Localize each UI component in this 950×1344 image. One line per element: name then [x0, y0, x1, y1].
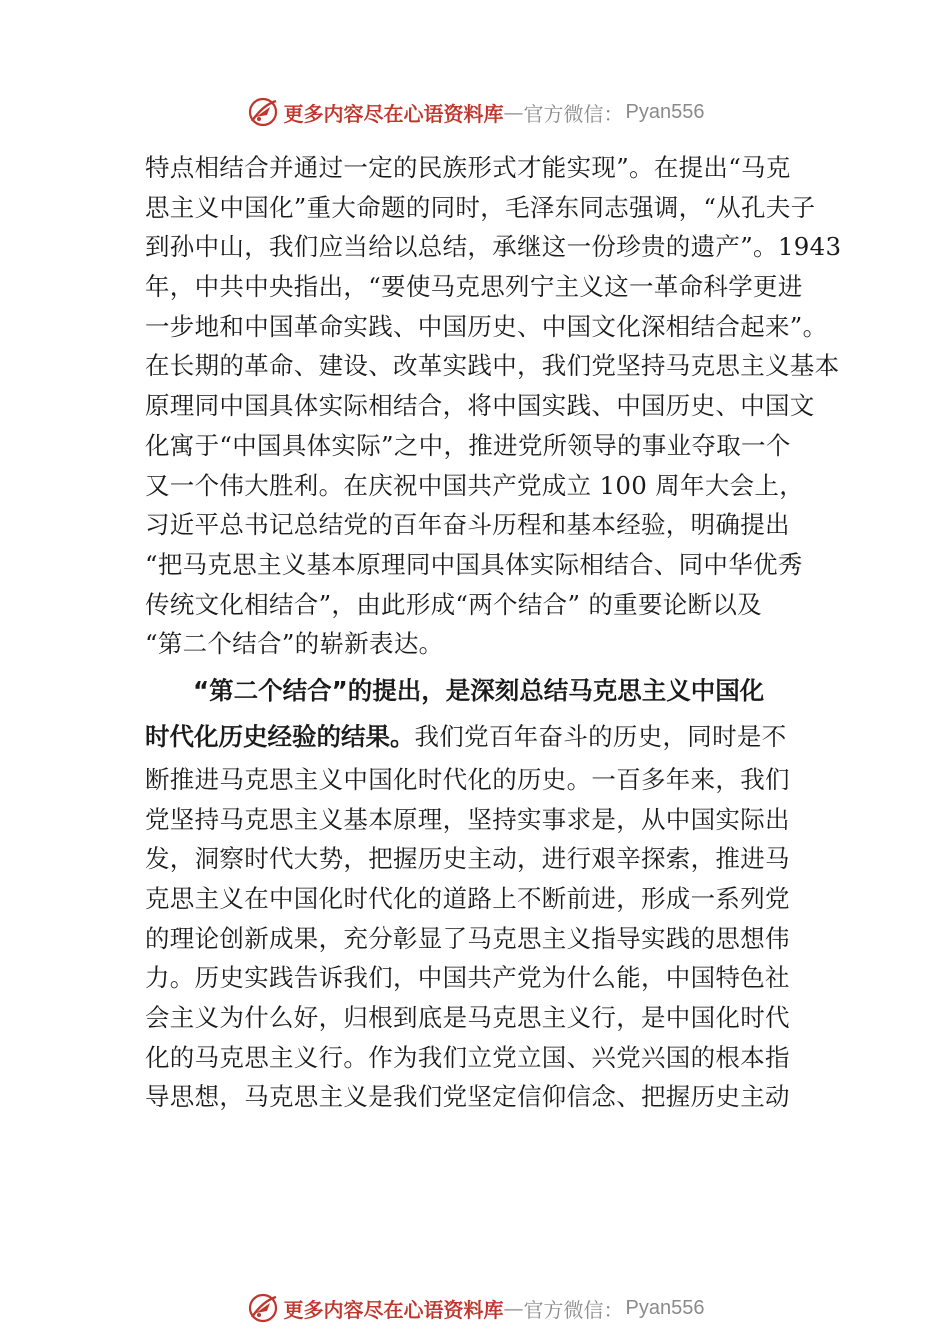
banner-wechat-id: Pyan556: [625, 1296, 705, 1319]
brand-logo-icon: [246, 95, 280, 129]
text-line: 化的马克思主义行。作为我们立党立国、兴党兴国的根本指: [145, 1042, 790, 1072]
text-line: 党坚持马克思主义基本原理，坚持实事求是，从中国实际出: [145, 804, 790, 834]
text-line: 化寓于“中国具体实际”之中，推进党所领导的事业夺取一个: [145, 430, 791, 460]
text-line: “第二个结合”的崭新表达。: [145, 629, 444, 659]
text-line-rest: 我们党百年奋斗的历史，同时是不: [414, 721, 787, 751]
banner-wechat-label: 官方微信：: [523, 1297, 624, 1322]
text-line: 特点相结合并通过一定的民族形式才能实现”。在提出“马克: [145, 153, 791, 182]
paragraph-2: [145, 668, 825, 1117]
paragraph-1: [145, 148, 842, 664]
banner-wechat-label: 官方微信：: [523, 101, 624, 126]
text-line: 断推进马克思主义中国化时代化的历史。一百多年来，我们: [145, 764, 790, 794]
banner-brand-text: 更多内容尽在心语资料库: [283, 101, 504, 126]
banner-brand-text: 更多内容尽在心语资料库: [283, 1297, 504, 1322]
banner-wechat-id: Pyan556: [625, 100, 705, 123]
text-line: 导思想，马克思主义是我们党坚定信仰信念、把握历史主动: [145, 1082, 790, 1112]
banner-dash: —: [503, 100, 524, 124]
text-line: “把马克思主义基本原理同中国具体实际相结合、同中华优秀: [145, 549, 803, 579]
text-line: 到孙中山，我们应当给以总结，承继这一份珍贵的遗产”。1943: [145, 232, 842, 262]
footer-banner: [0, 1288, 950, 1328]
text-line: 原理同中国具体实际相结合，将中国实践、中国历史、中国文: [145, 391, 815, 421]
text-line: 一步地和中国革命实践、中国历史、中国文化深相结合起来”。: [145, 311, 828, 341]
section-heading-continued: 时代化历史经验的结果。: [145, 721, 415, 751]
text-line: 发，洞察时代大势，把握历史主动，进行艰辛探索，推进马: [145, 844, 790, 874]
text-line: 力。历史实践告诉我们，中国共产党为什么能，中国特色社: [145, 963, 790, 993]
header-banner: [0, 92, 950, 132]
text-line: 的理论创新成果，充分彰显了马克思主义指导实践的思想伟: [145, 923, 790, 953]
text-line: 在长期的革命、建设、改革实践中，我们党坚持马克思主义基本: [145, 351, 840, 381]
text-line: 又一个伟大胜利。在庆祝中国共产党成立 100 周年大会上，: [145, 470, 805, 500]
text-line: [145, 714, 825, 760]
text-line: 克思主义在中国化时代化的道路上不断前进，形成一系列党: [145, 884, 790, 913]
text-line: 习近平总书记总结党的百年奋斗历程和基本经验，明确提出: [145, 510, 790, 540]
text-line: 会主义为什么好，归根到底是马克思主义行，是中国化时代: [145, 1003, 790, 1033]
text-line: 思主义中国化”重大命题的同时，毛泽东同志强调，“从孔夫子: [145, 192, 816, 222]
banner-dash: —: [503, 1296, 524, 1320]
brand-logo-icon: [246, 1291, 280, 1325]
document-body: [145, 148, 842, 1117]
text-line: 年，中共中央指出，“要使马克思列宁主义这一革命科学更进: [145, 272, 803, 302]
section-heading: “第二个结合”的提出，是深刻总结马克思主义中国化: [193, 675, 765, 705]
text-line: 传统文化相结合”，由此形成“两个结合” 的重要论断以及: [145, 589, 762, 619]
